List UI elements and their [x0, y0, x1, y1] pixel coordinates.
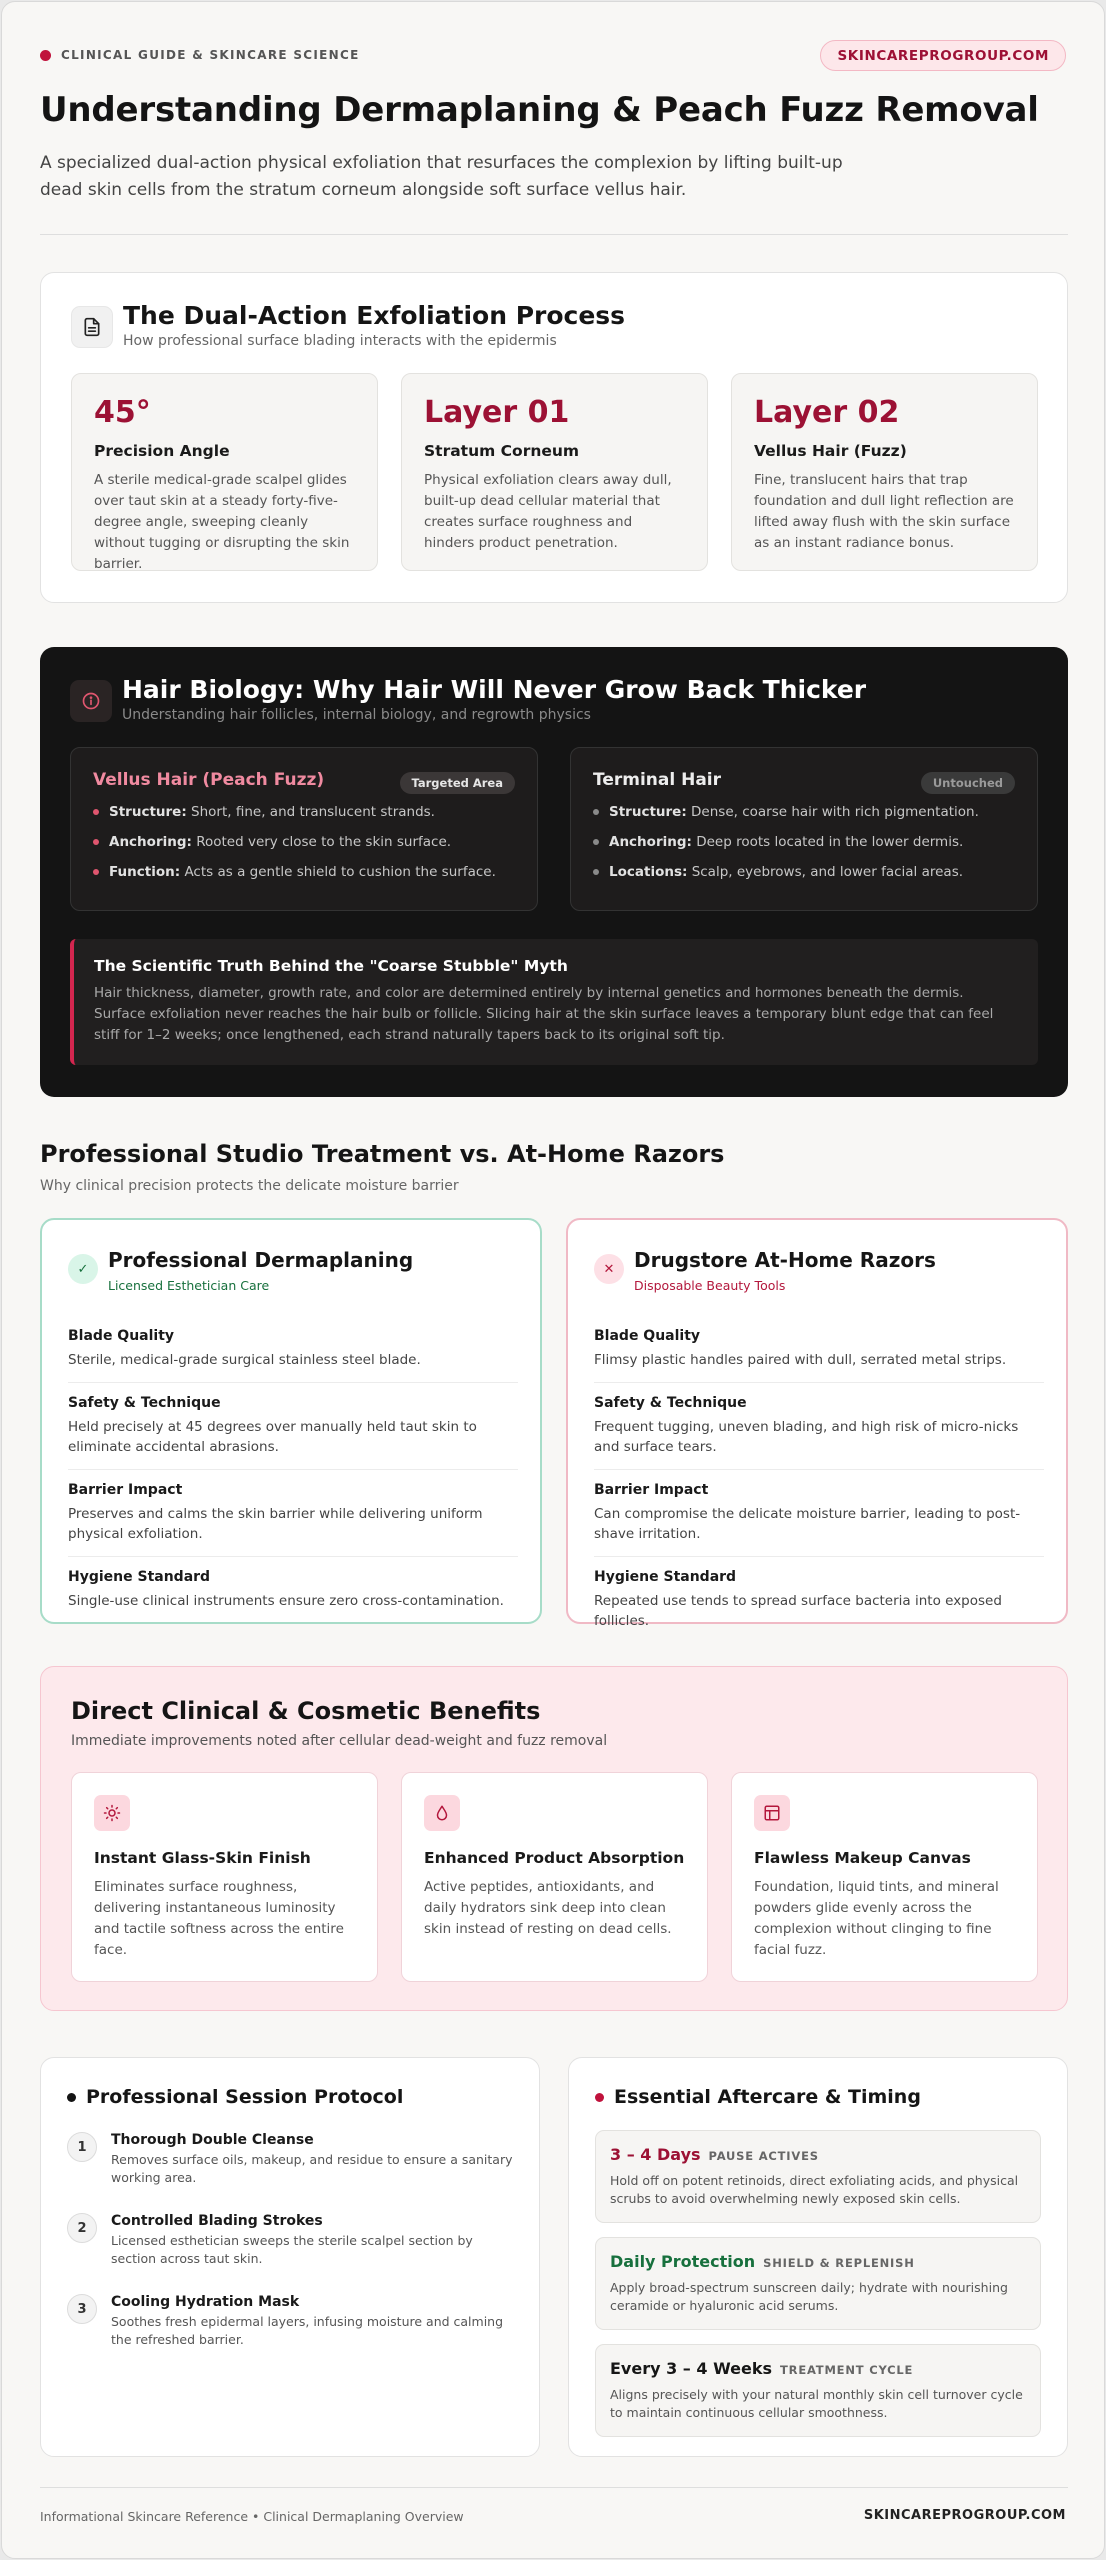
row-label: Hygiene Standard [594, 1569, 737, 1585]
item-text: Short, fine, and translucent strands. [191, 804, 435, 820]
row-value: Preserves and calms the skin barrier while delivering uniform physical exfoliation. [68, 1506, 483, 1542]
aftercare-title: Essential Aftercare & Timing [614, 2086, 921, 2108]
page [1, 1, 1105, 2559]
item-text: Rooted very close to the skin surface. [196, 834, 452, 850]
row-label: Barrier Impact [594, 1482, 709, 1498]
aftercare-description: Hold off on potent retinoids, direct exfoliating acids, and physical scrubs to avoid overwhelming newly exposed skin cells. [610, 2173, 1019, 2206]
compare-row [68, 1557, 518, 1623]
item-text: Scalp, eyebrows, and lower facial areas. [691, 864, 964, 880]
terminal-hair-card [570, 747, 1038, 911]
step-description: Physical exfoliation clears away dull, built-up dead cellular material that creates surface roughness and hinders product penetration. [424, 472, 672, 551]
step-value: Layer 02 [754, 395, 900, 430]
myth-description: Hair thickness, diameter, growth rate, and color are determined entirely by internal genetics and hormones beneath the dermis. Surface exfoliation never reaches the hair bulb or follicle. Slicing hair at the skin surface leaves a temporary blunt edge that can feel stiff for 1–2 weeks; once lengthened, each strand naturally tapers back to its original soft tip. [94, 985, 994, 1043]
myth-callout [70, 939, 1038, 1065]
site-badge-link[interactable]: SKINCAREPROGROUP.COM [820, 40, 1066, 71]
aftercare-timing: 3 – 4 Days [610, 2145, 701, 2164]
x-icon: ✕ [594, 1254, 624, 1284]
row-value: Single-use clinical instruments ensure zero cross-contamination. [68, 1593, 504, 1609]
kicker-text: CLINICAL GUIDE & SKINCARE SCIENCE [61, 48, 360, 62]
protocol-title: Professional Session Protocol [86, 2086, 404, 2108]
item-text: Dense, coarse hair with rich pigmentation. [691, 804, 979, 820]
process-title: The Dual-Action Exfoliation Process [123, 301, 626, 330]
myth-title: The Scientific Truth Behind the "Coarse Stubble" Myth [94, 957, 568, 975]
kicker-dot-icon [40, 50, 51, 61]
step-description: Removes surface oils, makeup, and residue to ensure a sanitary working area. [111, 2152, 513, 2185]
aftercare-kicker: TREATMENT CYCLE [780, 2363, 914, 2377]
at-home-subtitle: Disposable Beauty Tools [634, 1278, 786, 1293]
header-divider [40, 234, 1068, 235]
compare-row [68, 1383, 518, 1470]
step-description: Licensed esthetician sweeps the sterile scalpel section by section across taut skin. [111, 2233, 473, 2266]
bullet-icon [93, 809, 99, 815]
compare-title: Professional Studio Treatment vs. At-Home Razors [40, 1140, 725, 1168]
check-icon: ✓ [68, 1254, 98, 1284]
biology-subtitle: Understanding hair follicles, internal biology, and regrowth physics [122, 707, 591, 723]
row-label: Barrier Impact [68, 1482, 183, 1498]
row-value: Held precisely at 45 degrees over manually held taut skin to eliminate accidental abrasions. [68, 1419, 477, 1455]
process-step-card [731, 373, 1038, 571]
compare-row [594, 1316, 1044, 1383]
benefit-card [71, 1772, 378, 1982]
item-text: Acts as a gentle shield to cushion the surface. [184, 864, 496, 880]
kicker [40, 48, 360, 62]
protocol-step [67, 2213, 513, 2268]
process-subtitle: How professional surface blading interacts with the epidermis [123, 333, 557, 349]
targeted-area-badge: Targeted Area [400, 772, 516, 794]
list-item [93, 834, 515, 850]
row-value: Repeated use tends to spread surface bacteria into exposed follicles. [594, 1593, 1002, 1629]
benefit-description: Eliminates surface roughness, delivering instantaneous luminosity and tactile softness across the entire face. [94, 1879, 344, 1958]
benefit-card [401, 1772, 708, 1982]
benefits-title: Direct Clinical & Cosmetic Benefits [71, 1697, 541, 1725]
document-icon [71, 306, 113, 348]
step-number: 2 [67, 2213, 97, 2243]
list-item [93, 804, 515, 820]
bullet-icon [593, 839, 599, 845]
row-label: Blade Quality [68, 1328, 175, 1344]
vellus-hair-card [70, 747, 538, 911]
bullet-icon [93, 869, 99, 875]
aftercare-timing: Daily Protection [610, 2252, 756, 2271]
step-title: Controlled Blading Strokes [111, 2213, 323, 2229]
process-step-card [71, 373, 378, 571]
list-item [593, 834, 1015, 850]
footer-site-link[interactable]: SKINCAREPROGROUP.COM [863, 2508, 1066, 2523]
aftercare-kicker: SHIELD & REPLENISH [763, 2256, 915, 2270]
at-home-title: Drugstore At-Home Razors [634, 1248, 936, 1272]
row-value: Can compromise the delicate moisture barrier, leading to post-shave irritation. [594, 1506, 1021, 1542]
aftercare-kicker: PAUSE ACTIVES [708, 2149, 819, 2163]
compare-row [594, 1470, 1044, 1557]
aftercare-item [595, 2130, 1041, 2223]
step-number: 1 [67, 2132, 97, 2162]
bullet-icon [93, 839, 99, 845]
process-section [40, 272, 1068, 603]
item-label: Locations: [609, 864, 688, 880]
footer-divider [40, 2487, 1068, 2488]
droplet-icon [424, 1795, 460, 1831]
bullet-icon [67, 2093, 76, 2102]
benefit-description: Active peptides, antioxidants, and daily hydrators sink deep into clean skin instead of resting on dead cells. [424, 1879, 672, 1937]
bullet-icon [593, 809, 599, 815]
biology-section [40, 647, 1068, 1097]
list-item [593, 864, 1015, 880]
step-title: Thorough Double Cleanse [111, 2132, 314, 2148]
step-title: Cooling Hydration Mask [111, 2294, 300, 2310]
row-label: Safety & Technique [594, 1395, 747, 1411]
process-step-card [401, 373, 708, 571]
aftercare-timing: Every 3 – 4 Weeks [610, 2359, 773, 2378]
benefits-subtitle: Immediate improvements noted after cellular dead-weight and fuzz removal [71, 1733, 608, 1749]
sun-icon [94, 1795, 130, 1831]
step-description: A sterile medical-grade scalpel glides over taut skin at a steady forty-five-degree angle, sweeping cleanly without tugging or disrupting the skin barrier. [94, 472, 350, 572]
bullet-icon [595, 2093, 604, 2102]
benefits-section [40, 1666, 1068, 2011]
at-home-card [566, 1218, 1068, 1629]
benefit-title: Flawless Makeup Canvas [754, 1849, 971, 1867]
protocol-card [40, 2057, 540, 2457]
untouched-badge: Untouched [921, 772, 1015, 794]
benefit-title: Enhanced Product Absorption [424, 1849, 685, 1867]
vellus-title: Vellus Hair (Peach Fuzz) [93, 770, 325, 790]
footer-note: Informational Skincare Reference • Clinical Dermaplaning Overview [40, 2509, 464, 2524]
row-label: Blade Quality [594, 1328, 701, 1344]
item-label: Anchoring: [109, 834, 192, 850]
compare-row [68, 1316, 518, 1383]
item-text: Deep roots located in the lower dermis. [696, 834, 964, 850]
professional-title: Professional Dermaplaning [108, 1248, 414, 1272]
compare-subtitle: Why clinical precision protects the delicate moisture barrier [40, 1178, 459, 1194]
step-number: 3 [67, 2294, 97, 2324]
biology-title: Hair Biology: Why Hair Will Never Grow Back Thicker [122, 675, 867, 704]
list-item [593, 804, 1015, 820]
step-title: Precision Angle [94, 442, 230, 460]
row-label: Safety & Technique [68, 1395, 221, 1411]
compare-row [594, 1383, 1044, 1470]
terminal-title: Terminal Hair [593, 770, 722, 790]
benefit-title: Instant Glass-Skin Finish [94, 1849, 311, 1867]
step-title: Stratum Corneum [424, 442, 580, 460]
item-label: Structure: [609, 804, 687, 820]
benefit-description: Foundation, liquid tints, and mineral powders glide evenly across the complexion without clinging to fine facial fuzz. [754, 1879, 999, 1958]
page-title: Understanding Dermaplaning & Peach Fuzz Removal [40, 90, 1039, 130]
aftercare-card [568, 2057, 1068, 2457]
layout-icon [754, 1795, 790, 1831]
row-value: Sterile, medical-grade surgical stainless steel blade. [68, 1352, 421, 1368]
row-value: Flimsy plastic handles paired with dull, serrated metal strips. [594, 1352, 1007, 1368]
step-description: Soothes fresh epidermal layers, infusing moisture and calming the refreshed barrier. [111, 2314, 504, 2347]
aftercare-item [595, 2237, 1041, 2330]
step-description: Fine, translucent hairs that trap foundation and dull light reflection are lifted away flush with the skin surface as an instant radiance bonus. [754, 472, 1014, 551]
aftercare-item [595, 2344, 1041, 2437]
benefit-card [731, 1772, 1038, 1982]
aftercare-description: Aligns precisely with your natural monthly skin cell turnover cycle to maintain continuous cellular smoothness. [610, 2387, 1023, 2420]
bullet-icon [593, 869, 599, 875]
professional-card [40, 1218, 542, 1624]
compare-row [68, 1470, 518, 1557]
aftercare-description: Apply broad-spectrum sunscreen daily; hydrate with nourishing ceramide or hyaluronic acid serums. [610, 2280, 1008, 2313]
step-value: 45° [94, 395, 151, 430]
item-label: Structure: [109, 804, 187, 820]
step-value: Layer 01 [424, 395, 570, 430]
protocol-step [67, 2132, 513, 2187]
professional-subtitle: Licensed Esthetician Care [108, 1278, 270, 1293]
row-value: Frequent tugging, uneven blading, and high risk of micro-nicks and surface tears. [594, 1419, 1019, 1455]
item-label: Anchoring: [609, 834, 692, 850]
step-title: Vellus Hair (Fuzz) [754, 442, 907, 460]
page-lede: A specialized dual-action physical exfoliation that resurfaces the complexion by lifting built-up dead skin cells from the stratum corneum alongside soft surface vellus hair. [40, 153, 843, 200]
item-label: Function: [109, 864, 181, 880]
list-item [93, 864, 515, 880]
row-label: Hygiene Standard [68, 1569, 211, 1585]
protocol-step [67, 2294, 513, 2349]
compare-row [594, 1557, 1044, 1643]
info-icon [70, 680, 112, 722]
